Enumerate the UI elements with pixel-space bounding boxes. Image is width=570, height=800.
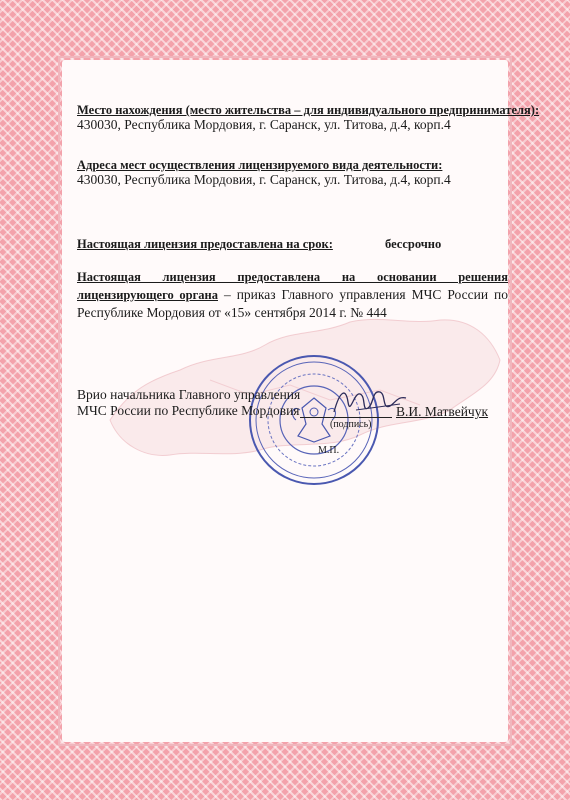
term-heading: Настоящая лицензия предоставлена на срок: xyxy=(77,237,333,251)
signature-rule xyxy=(300,417,392,418)
signatory-line-1: Врио начальника Главного управления xyxy=(77,387,301,402)
basis-paragraph xyxy=(77,268,508,321)
basis-text: – приказ Главного управления МЧС России по Республике Мордовия от «15» сентября 2014 г. № 444 xyxy=(77,287,508,320)
seal-caption: М.П. xyxy=(318,445,340,456)
signatory-line-2: МЧС России по Республике Мордовия xyxy=(77,403,300,418)
location-heading: Место нахождения (место жительства – для индивидуального предпринимателя): xyxy=(77,103,540,117)
signatory-name: В.И. Матвейчук xyxy=(396,404,489,419)
activity-addresses-heading: Адреса мест осуществления лицензируемого вида деятельности: xyxy=(77,158,443,172)
term-value: бессрочно xyxy=(385,237,442,251)
activity-addresses-value: 430030, Республика Мордовия, г. Саранск, ул. Титова, д.4, корп.4 xyxy=(77,172,451,187)
location-value: 430030, Республика Мордовия, г. Саранск, ул. Титова, д.4, корп.4 xyxy=(77,117,451,132)
signature-caption: (подпись) xyxy=(330,419,372,430)
basis-heading: Настоящая лицензия предоставлена на основании решения лицензирующего органа xyxy=(77,270,508,302)
